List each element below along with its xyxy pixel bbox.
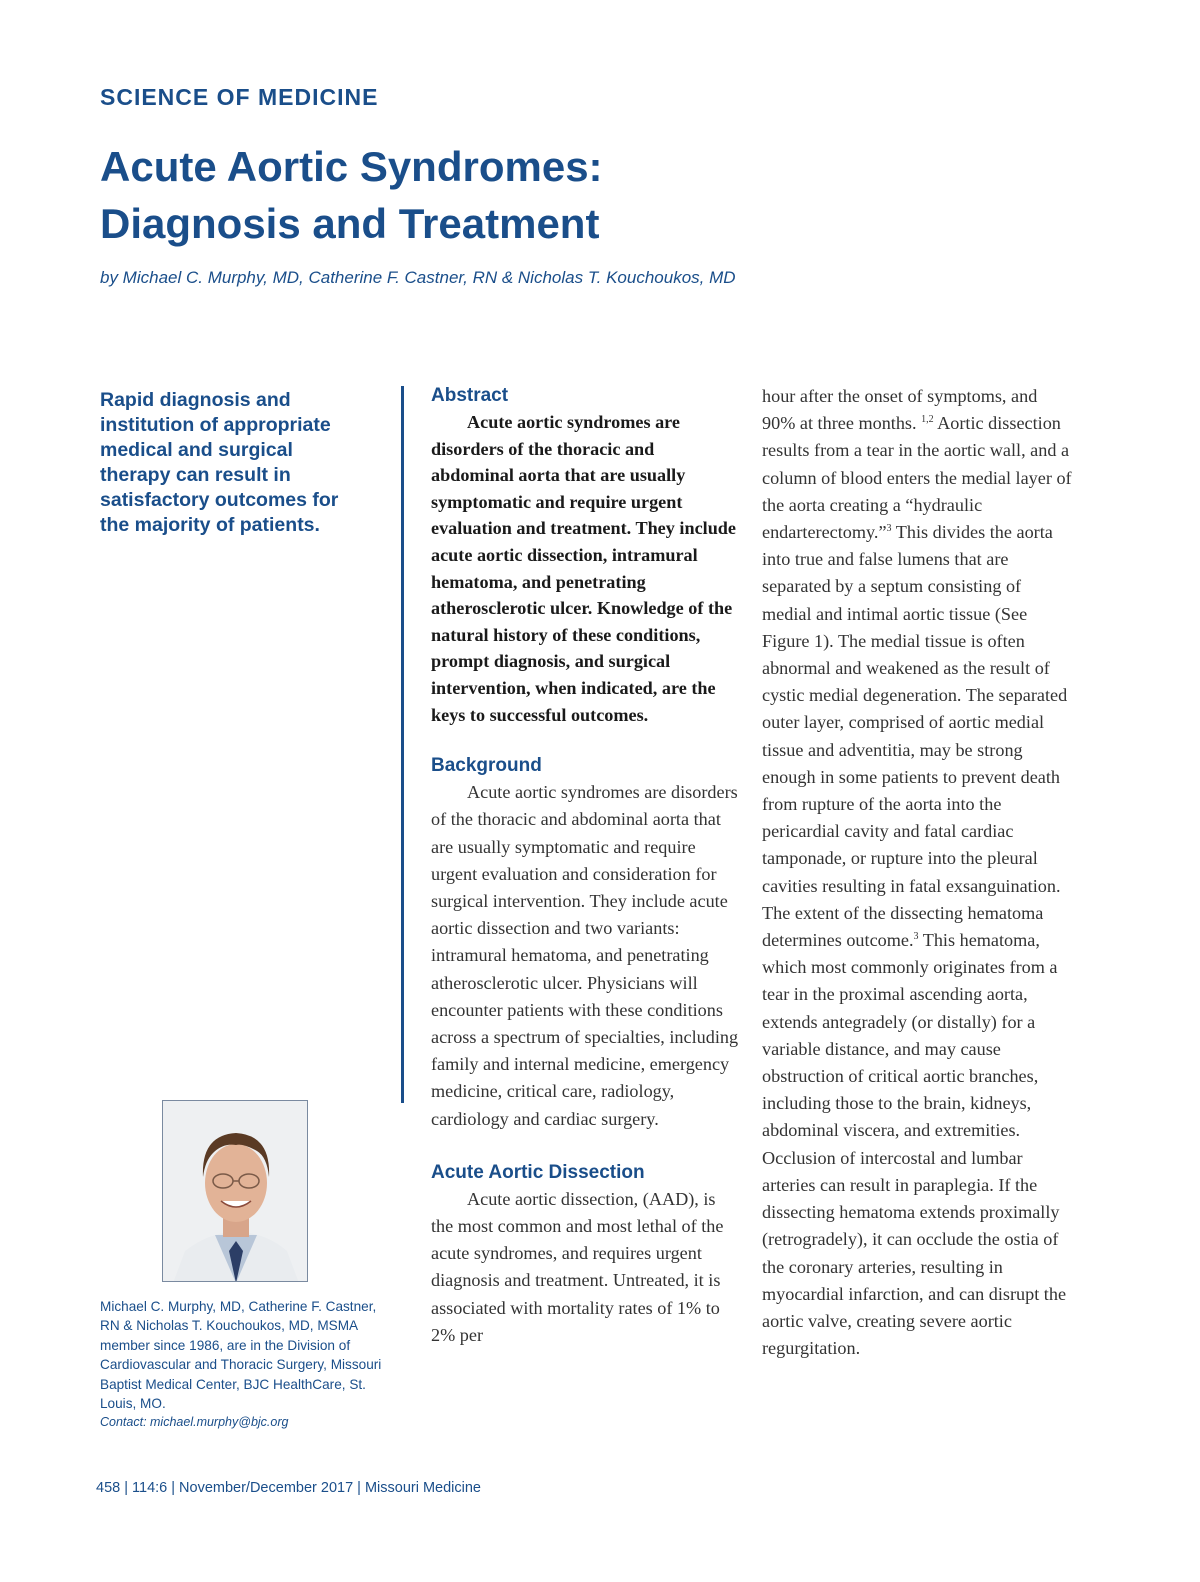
author-photo (162, 1100, 308, 1282)
title-line-2: Diagnosis and Treatment (100, 200, 600, 247)
article-title (100, 138, 1000, 252)
citation-3a: 3 (886, 522, 892, 534)
section-label: SCIENCE OF MEDICINE (100, 84, 379, 110)
right-column-text (762, 383, 1072, 1362)
pull-quote: Rapid diagnosis and institution of appropriate medical and surgical therapy can result in satisfactory outcomes for the majority of patients. (100, 389, 339, 536)
text-segment-a: hour after the onset of symptoms, and 90% at three months. (762, 386, 1038, 434)
text-segment-b: Aortic dissection results from a tear in the aortic wall, and a column of blood enters the medial layer of the aorta creating a “hydraulic endarterectomy.” (762, 413, 1072, 543)
dissection-text: Acute aortic dissection, (AAD), is the most common and most lethal of the acute syndromes, and requires urgent diagnosis and treatment. Untreated, it is associated with mortality rates of 1% to 2% per (431, 1188, 724, 1345)
background-heading: Background (431, 755, 542, 777)
title-line-1: Acute Aortic Syndromes: (100, 143, 603, 190)
citation-1-2: 1,2 (921, 414, 934, 426)
page-footer: 458 | 114:6 | November/December 2017 | Missouri Medicine (96, 1480, 481, 1496)
dissection-heading: Acute Aortic Dissection (431, 1161, 645, 1183)
text-segment-d: This hematoma, which most commonly originates from a tear in the proximal ascending aorta, extends antegradely (or distally) for a variable distance, and may cause obstruction of critical aortic branches, including those to the brain, kidneys, abdominal viscera, and extremities. Occlusion of intercostal and lumbar arteries can result in paraplegia. If the dissecting hematoma extends proximally (retrogradely), it can occlude the ostia of the coronary arteries, resulting in myocardial infarction, and can disrupt the aortic valve, creating severe aortic regurgitation. (762, 930, 1067, 1359)
abstract-heading: Abstract (431, 385, 509, 406)
author-contact: Contact: michael.murphy@bjc.org (100, 1415, 289, 1430)
author-bio-text: Michael C. Murphy, MD, Catherine F. Castner, RN & Nicholas T. Kouchoukos, MD, MSMA member since 1986, are in the Division of Cardiovascular and Thoracic Surgery, Missouri Baptist Medical Center, BJC HealthCare, St. Louis, MO. (100, 1299, 382, 1412)
column-divider (401, 386, 404, 1103)
byline: by Michael C. Murphy, MD, Catherine F. Castner, RN & Nicholas T. Kouchoukos, MD (100, 268, 736, 287)
author-bio (100, 1297, 390, 1433)
abstract-text: Acute aortic syndromes are disorders of the thoracic and abdominal aorta that are usually symptomatic and require urgent evaluation and treatment. They include acute aortic dissection, intramural hematoma, and penetrating atherosclerotic ulcer. Knowledge of the natural history of these conditions, prompt diagnosis, and surgical intervention, when indicated, are the keys to successful outcomes. (431, 412, 736, 725)
background-text: Acute aortic syndromes are disorders of the thoracic and abdominal aorta that are usually symptomatic and require urgent evaluation and consideration for surgical intervention. They include acute aortic dissection and two variants: intramural hematoma, and penetrating atherosclerotic ulcer. Physicians will encounter patients with these conditions across a spectrum of specialties, including family and internal medicine, emergency medicine, critical care, radiology, cardiology and cardiac surgery. (431, 782, 739, 1129)
middle-column (431, 383, 741, 1349)
text-segment-c: This divides the aorta into true and false lumens that are separated by a septum consisting of medial and intimal aortic tissue (See Figure 1). The medial tissue is often abnormal and weakened as the result of cystic medial degeneration. The separated outer layer, comprised of aortic medial tissue and adventitia, may be strong enough in some patients to prevent death from rupture of the aorta into the pericardial cavity and fatal cardiac tamponade, or rupture into the pleural cavities resulting in fatal exsanguination. The extent of the dissecting hematoma determines outcome. (762, 522, 1068, 951)
citation-3b: 3 (913, 931, 919, 942)
right-column (762, 383, 1072, 1362)
